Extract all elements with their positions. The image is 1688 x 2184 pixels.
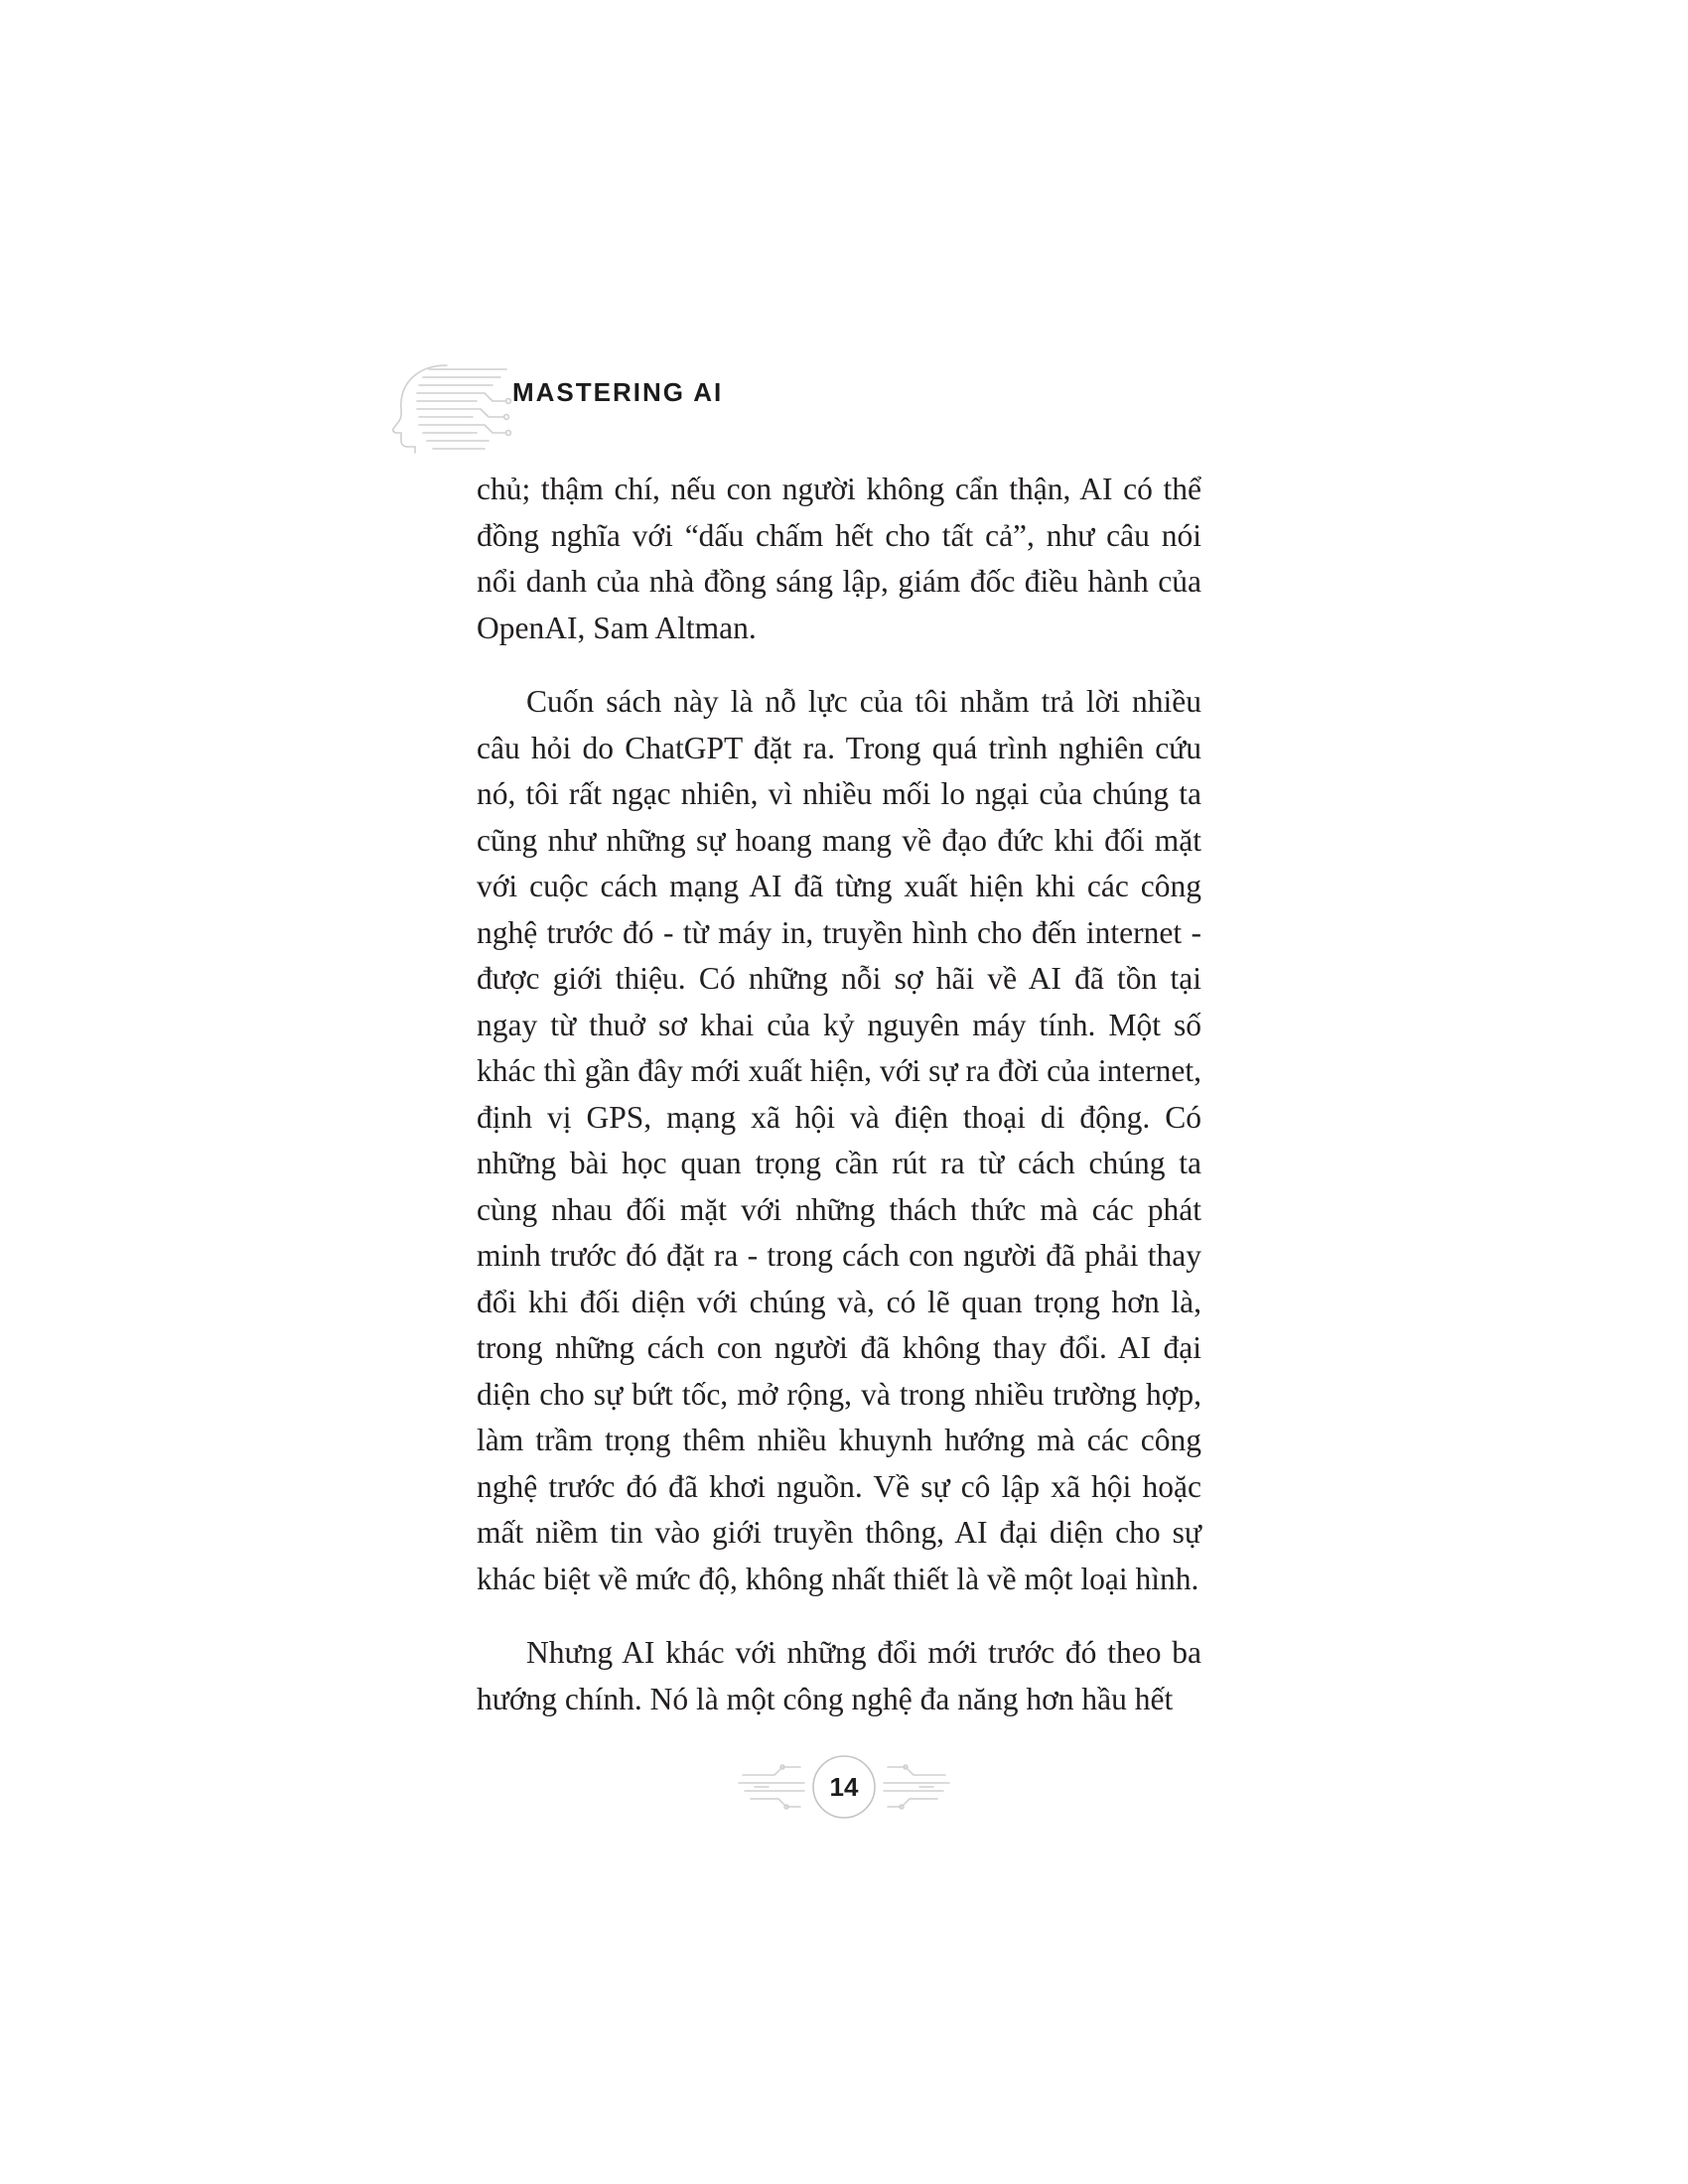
body-text xyxy=(477,467,1201,1722)
running-title: MASTERING AI xyxy=(512,377,724,407)
paragraph: chủ; thậm chí, nếu con người không cẩn thận, AI có thể đồng nghĩa với “dấu chấm hết cho tất cả”, như câu nói nổi danh của nhà đồng sáng lập, giám đốc điều hành của OpenAI, Sam Altman. xyxy=(477,472,1201,645)
page-number: 14 xyxy=(829,1772,859,1802)
paragraph: Cuốn sách này là nỗ lực của tôi nhằm trả lời nhiều câu hỏi do ChatGPT đặt ra. Trong quá trình nghiên cứu nó, tôi rất ngạc nhiên, vì nhiều mối lo ngại của chúng ta cũng như những sự hoang mang về đạo đức khi đối mặt với cuộc cách mạng AI đã từng xuất hiện khi các công nghệ trước đó - từ máy in, truyền hình cho đến internet - được giới thiệu. Có những nỗi sợ hãi về AI đã tồn tại ngay từ thuở sơ khai của kỷ nguyên máy tính. Một số khác thì gần đây mới xuất hiện, với sự ra đời của internet, định vị GPS, mạng xã hội và điện thoại di động. Có những bài học quan trọng cần rút ra từ cách chúng ta cùng nhau đối mặt với những thách thức mà các phát minh trước đó đặt ra - trong cách con người đã phải thay đổi khi đối diện với chúng và, có lẽ quan trọng hơn là, trong những cách con người đã không thay đổi. AI đại diện cho sự bứt tốc, mở rộng, và trong nhiều trường hợp, làm trầm trọng thêm nhiều khuynh hướng mà các công nghệ trước đó đã khơi nguồn. Về sự cô lập xã hội hoặc mất niềm tin vào giới truyền thông, AI đại diện cho sự khác biệt về mức độ, không nhất thiết là về một loại hình. xyxy=(477,684,1201,1596)
page-folio xyxy=(735,1747,953,1827)
paragraph: Nhưng AI khác với những đổi mới trước đó theo ba hướng chính. Nó là một công nghệ đa năng hơn hầu hết xyxy=(477,1635,1201,1716)
circuit-head-icon xyxy=(389,359,598,459)
running-header xyxy=(389,359,786,459)
